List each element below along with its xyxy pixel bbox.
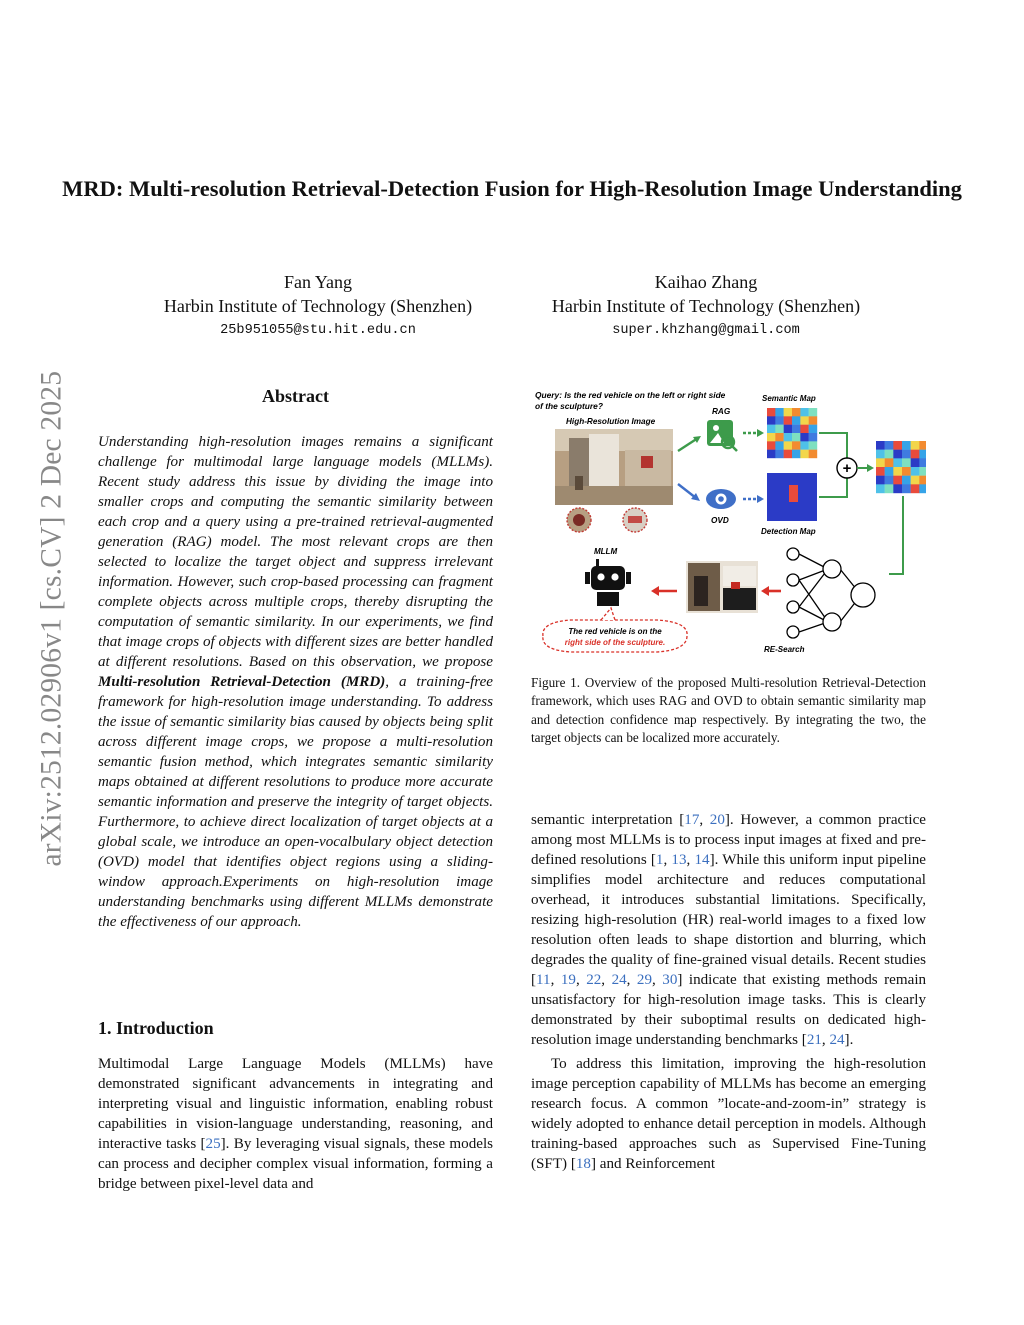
- answer-text-2: right side of the sculpture.: [564, 638, 666, 647]
- heatmap-cell: [919, 450, 926, 459]
- heatmap-cell: [775, 425, 784, 434]
- body-paragraph: [531, 810, 926, 1050]
- author-email[interactable]: super.khzhang@gmail.com: [612, 323, 800, 338]
- heatmap-cell: [885, 458, 894, 467]
- heatmap-cell: [911, 441, 920, 450]
- author-name: Fan Yang: [283, 272, 353, 292]
- rag-label: RAG: [712, 407, 731, 416]
- figure-query-text-2: of the sculpture?: [535, 401, 603, 411]
- right-column-text: [531, 810, 926, 1174]
- citation-link[interactable]: 13: [671, 852, 687, 868]
- citation-link[interactable]: 18: [575, 1156, 591, 1172]
- citation-link[interactable]: 25: [205, 1136, 221, 1152]
- heatmap-cell: [775, 450, 784, 459]
- figure-hr-label: High-Resolution Image: [566, 417, 656, 426]
- heatmap-cell: [784, 441, 793, 450]
- heatmap-cell: [902, 450, 911, 459]
- author-name: Kaihao Zhang: [654, 272, 758, 292]
- heatmap-cell: [911, 450, 920, 459]
- heatmap-cell: [767, 416, 776, 425]
- heatmap-cell: [767, 408, 776, 417]
- abstract-body: [98, 432, 493, 932]
- heatmap-cell: [792, 433, 801, 442]
- figure-1-caption: Figure 1. Overview of the proposed Multi-resolution Retrieval-Detection framework, which uses RAG and OVD to obtain semantic similarity map and detection confidence map respectively. By integrating the two, the target objects can be localized more accurately.: [531, 675, 926, 746]
- body-text: ,: [550, 972, 561, 988]
- heatmap-cell: [809, 425, 818, 434]
- citation-link[interactable]: 20: [709, 812, 725, 828]
- heatmap-cell: [885, 441, 894, 450]
- body-text: ,: [686, 852, 695, 868]
- heatmap-cell: [902, 476, 911, 485]
- heatmap-cell: [876, 467, 885, 476]
- answer-speech-bubble: [543, 608, 687, 652]
- semantic-map-label: Semantic Map: [762, 394, 816, 403]
- heatmap-cell: [784, 450, 793, 459]
- body-text: ] and Reinforcement: [590, 1156, 716, 1172]
- mllm-label: MLLM: [594, 547, 618, 556]
- citation-link[interactable]: 1: [655, 852, 664, 868]
- re-search-label: RE-Search: [764, 645, 805, 654]
- heatmap-cell: [784, 408, 793, 417]
- author-affiliation: Harbin Institute of Technology (Shenzhen): [163, 296, 473, 316]
- heatmap-cell: [919, 458, 926, 467]
- heatmap-cell: [893, 450, 902, 459]
- heatmap-cell: [893, 441, 902, 450]
- heatmap-cell: [800, 425, 809, 434]
- heatmap-cell: [792, 450, 801, 459]
- heatmap-cell: [784, 416, 793, 425]
- heatmap-cell: [767, 450, 776, 459]
- heatmap-cell: [800, 450, 809, 459]
- heatmap-cell: [919, 441, 926, 450]
- heatmap-cell: [800, 408, 809, 417]
- heatmap-cell: [775, 433, 784, 442]
- abstract-text: Understanding high-resolution images remains a significant challenge for multimodal large language models (MLLMs). Recent study address this issue by dividing the image into smaller crops and computing the semantic similarity between each crop and a query using a pre-trained retrieval-augmented generation (RAG) model. The most relevant crops are then selected to localize the target object and suppress irrelevant information. However, such crop-based processing can fragment complete objects across multiple crops, thereby disrupting the computation of semantic similarity. In our experiments, we find that image crops of objects with different sizes are better handled at different resolutions. Based on this observation, we propose: [98, 434, 493, 670]
- arxiv-identifier: arXiv:2512.02906v1 [cs.CV] 2 Dec 2025: [35, 370, 68, 867]
- heatmap-cell: [902, 467, 911, 476]
- arrow-to-ovd: [678, 484, 696, 498]
- intro-text: Multimodal Large Language Models (MLLMs) have demonstrated significant advancements in integrating and interpreting visual and linguistic information, enabling robust capabilities in vision-language understanding, reasoning, and interactive tasks [: [98, 1056, 493, 1152]
- citation-link[interactable]: 22: [586, 972, 602, 988]
- author-email[interactable]: 25b951055@stu.hit.edu.cn: [220, 323, 416, 338]
- citation-link[interactable]: 14: [694, 852, 710, 868]
- heatmap-cell: [767, 425, 776, 434]
- figure-query-text-1: Query: Is the red vehicle on the left or right side: [535, 390, 726, 400]
- abstract-heading: Abstract: [262, 386, 329, 406]
- abstract-text: , a training-free framework for high-resolution image understanding. To address the issue of semantic similarity bias caused by objects being split across different image crops, we propose a multi-resolution semantic fusion method, which integrates semantic similarity maps obtained at different resolutions to produce more accurate semantic information and preserve the integrity of target objects. Furthermore, to achieve direct localization of target objects at a global scale, we introduce an open-vocalbulary object detection (OVD) model that identifies object regions using a sliding-window approach.Experiments on high-resolution image understanding benchmarks using different MLLMs demonstrate the effectiveness of our approach.: [98, 674, 493, 930]
- heatmap-cell: [902, 458, 911, 467]
- body-text: semantic interpretation [: [531, 812, 685, 828]
- body-text: ] indicate that existing methods remain unsatisfactory for high-resolution image tasks. This is clearly demonstrated by their suboptimal results on dedicated high-resolution image understanding benchmarks [: [531, 972, 927, 1048]
- citation-link[interactable]: 19: [560, 972, 576, 988]
- heatmap-cell: [911, 467, 920, 476]
- rag-icon: [707, 420, 737, 451]
- citation-link[interactable]: 30: [662, 972, 678, 988]
- author-affiliation: Harbin Institute of Technology (Shenzhen): [551, 296, 861, 316]
- body-text: ,: [663, 852, 672, 868]
- body-paragraph: [531, 1054, 926, 1174]
- body-text: ,: [652, 972, 663, 988]
- heatmap-cell: [885, 484, 894, 493]
- heatmap-cell: [775, 441, 784, 450]
- high-resolution-image: [555, 429, 673, 505]
- heatmap-cell: [809, 450, 818, 459]
- heatmap-cell: [809, 408, 818, 417]
- heatmap-cell: [876, 458, 885, 467]
- heatmap-cell: [893, 476, 902, 485]
- heatmap-cell: [876, 484, 885, 493]
- heatmap-cell: [919, 476, 926, 485]
- heatmap-cell: [767, 433, 776, 442]
- answer-text-1: The red vehicle is on the: [568, 627, 662, 636]
- paper-title: MRD: Multi-resolution Retrieval-Detection Fusion for High-Resolution Image Understanding: [62, 176, 962, 201]
- heatmap-cell: [902, 484, 911, 493]
- heatmap-cell: [876, 476, 885, 485]
- heatmap-cell: [775, 416, 784, 425]
- heatmap-cell: [893, 484, 902, 493]
- abstract-emphasis: Multi-resolution Retrieval-Detection (MRD): [98, 674, 386, 690]
- semantic-map-heatmap: [767, 408, 817, 458]
- heatmap-cell: [792, 408, 801, 417]
- body-text: ,: [575, 972, 587, 988]
- heatmap-cell: [809, 433, 818, 442]
- citation-link[interactable]: 11: [536, 972, 551, 988]
- heatmap-cell: [911, 476, 920, 485]
- author-block-2: [516, 270, 896, 344]
- heatmap-cell: [902, 441, 911, 450]
- ovd-label: OVD: [711, 516, 729, 525]
- introduction-paragraph: [98, 1054, 493, 1194]
- citation-link[interactable]: 21: [806, 1032, 822, 1048]
- ovd-icon: [706, 489, 736, 509]
- heatmap-cell: [792, 425, 801, 434]
- body-text: To address this limitation, improving the high-resolution image perception capability of MLLMs has become an emerging research focus. A common ”locate-and-zoom-in” strategy is widely adopted to enhance detail perception in models. Although training-based approaches such as Supervised Fine-Tuning (SFT) [: [531, 1056, 926, 1172]
- heatmap-cell: [885, 467, 894, 476]
- heatmap-cell: [885, 476, 894, 485]
- heatmap-cell: [800, 433, 809, 442]
- heatmap-cell: [885, 450, 894, 459]
- heatmap-cell: [893, 458, 902, 467]
- heatmap-cell: [919, 467, 926, 476]
- author-block-1: [128, 270, 508, 344]
- body-text: ]. However, a common practice among most MLLMs is to process input images at fixed and pre-defined resolutions [: [531, 812, 926, 868]
- heatmap-cell: [775, 408, 784, 417]
- fused-map-heatmap: [876, 441, 926, 493]
- body-text: ,: [699, 812, 710, 828]
- body-text: ].: [844, 1032, 854, 1048]
- citation-link[interactable]: 29: [636, 972, 653, 988]
- detection-map: [767, 473, 817, 521]
- heatmap-cell: [876, 450, 885, 459]
- mllm-robot-icon: [585, 559, 631, 606]
- detection-map-label: Detection Map: [761, 527, 816, 536]
- heatmap-cell: [893, 467, 902, 476]
- heatmap-cell: [919, 484, 926, 493]
- citation-link[interactable]: 17: [684, 812, 700, 828]
- body-text: ]. While this uniform input pipeline simplifies model architecture and reduces computational overhead, it introduces substantial limitations. Specifically, resizing high-resolution (HR) real-world images to a fixed low resolution often leads to shape distortion and blurring, which degrades the quality of fine-grained visual details. Recent studies [: [531, 852, 927, 988]
- svg-text:+: +: [842, 460, 852, 477]
- retrieved-crop-image: [686, 561, 758, 613]
- heatmap-cell: [800, 416, 809, 425]
- body-text: ,: [601, 972, 612, 988]
- body-text: ,: [821, 1032, 830, 1048]
- heatmap-cell: [809, 416, 818, 425]
- intro-text: ]. By leveraging visual signals, these models can process and decipher complex visual information, forming a bridge between pixel-level data and: [98, 1136, 494, 1192]
- citation-link[interactable]: 24: [829, 1032, 845, 1048]
- re-search-network: [787, 548, 875, 638]
- heatmap-cell: [876, 441, 885, 450]
- heatmap-cell: [784, 425, 793, 434]
- heatmap-cell: [800, 441, 809, 450]
- section-heading-introduction: 1. Introduction: [98, 1018, 214, 1038]
- heatmap-cell: [792, 416, 801, 425]
- body-text: ,: [626, 972, 637, 988]
- heatmap-cell: [911, 458, 920, 467]
- heatmap-cell: [792, 441, 801, 450]
- heatmap-cell: [784, 433, 793, 442]
- figure-1-diagram: [531, 386, 926, 666]
- heatmap-cell: [767, 441, 776, 450]
- heatmap-cell: [911, 484, 920, 493]
- citation-link[interactable]: 24: [611, 972, 627, 988]
- heatmap-cell: [809, 441, 818, 450]
